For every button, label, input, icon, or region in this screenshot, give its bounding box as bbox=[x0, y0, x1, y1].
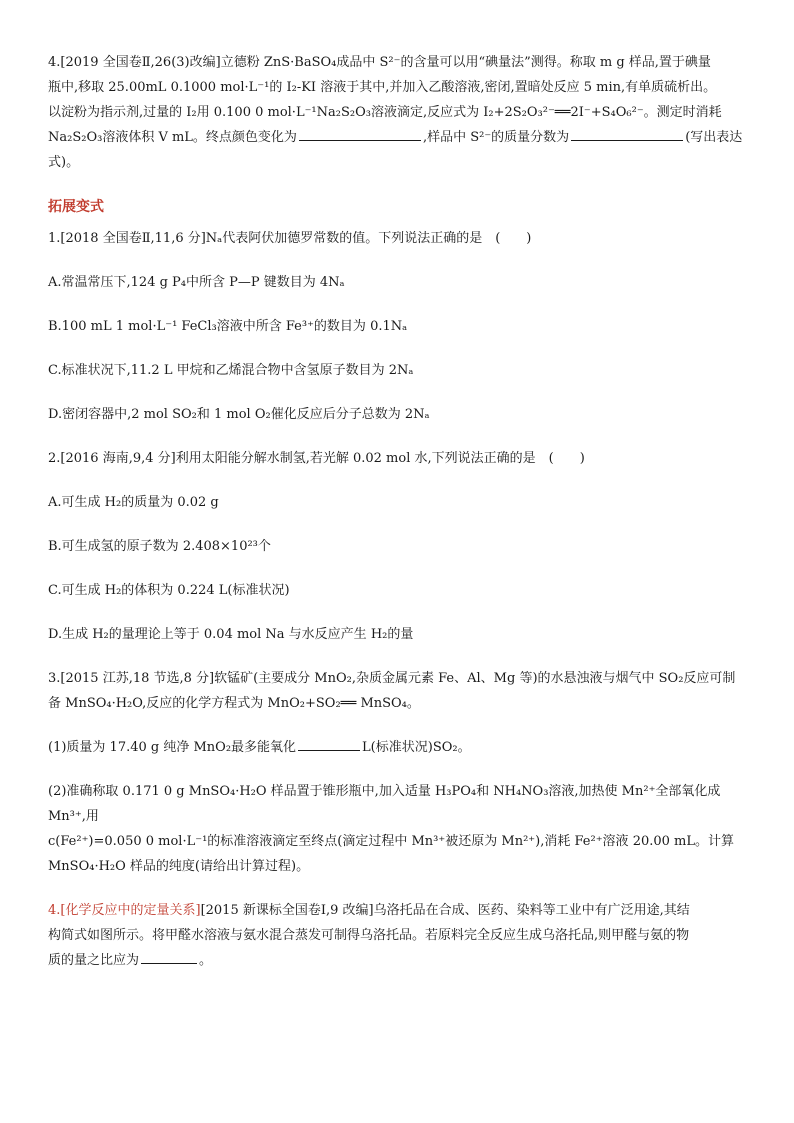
q4b-line3 bbox=[48, 948, 760, 973]
q4b-line1 bbox=[48, 898, 760, 923]
question-3 bbox=[48, 666, 760, 879]
q4-line3: 以淀粉为指示剂,过量的 I₂用 0.100 0 mol·L⁻¹Na₂S₂O₃溶液滴定,反应式为 I₂+2S₂O₃²⁻══2I⁻+S₄O₆²⁻。测定时消耗 bbox=[48, 105, 722, 120]
q2-option-c: C.可生成 H₂的体积为 0.224 L(标准状况) bbox=[48, 583, 290, 598]
q4-line5: 式)。 bbox=[48, 155, 80, 170]
question-1 bbox=[48, 226, 760, 427]
answer-blank-ratio[interactable] bbox=[141, 949, 197, 964]
q2-option-a: A.可生成 H₂的质量为 0.02 g bbox=[48, 495, 219, 510]
q4-line4-text-c: (写出表达 bbox=[685, 130, 743, 145]
q2-stem: 2.[2016 海南,9,4 分]利用太阳能分解水制氢,若光解 0.02 mol 水,下列说法正确的是 ( ) bbox=[48, 451, 585, 466]
answer-blank-mass-fraction[interactable] bbox=[571, 126, 683, 141]
q1-option-b: B.100 mL 1 mol·L⁻¹ FeCl₃溶液中所含 Fe³⁺的数目为 0.1Nₐ bbox=[48, 319, 408, 334]
question-4-urotropine bbox=[48, 898, 760, 973]
q3-part2-line1: (2)准确称取 0.171 0 g MnSO₄·H₂O 样品置于锥形瓶中,加入适量 H₃PO₄和 NH₄NO₃溶液,加热使 Mn²⁺全部氧化成 Mn³⁺,用 bbox=[48, 784, 721, 824]
q4b-line3-text-b: 。 bbox=[199, 953, 213, 968]
document-page bbox=[48, 50, 760, 973]
q1-option-c: C.标准状况下,11.2 L 甲烷和乙烯混合物中含氢原子数目为 2Nₐ bbox=[48, 363, 414, 378]
q4-line4-text-a: Na₂S₂O₃溶液体积 V mL。终点颜色变化为 bbox=[48, 130, 297, 145]
q4b-line2: 构简式如图所示。将甲醛水溶液与氨水混合蒸发可制得乌洛托品。若原料完全反应生成乌洛托品,则甲醛与氨的物 bbox=[48, 928, 690, 943]
q4-line4 bbox=[48, 125, 760, 150]
q4-line1: 4.[2019 全国卷Ⅱ,26(3)改编]立德粉 ZnS·BaSO₄成品中 S²⁻的含量可以用“碘量法”测得。称取 m g 样品,置于碘量 bbox=[48, 55, 711, 70]
q4-line2: 瓶中,移取 25.00mL 0.1000 mol·L⁻¹的 I₂-KI 溶液于其中,并加入乙酸溶液,密闭,置暗处反应 5 min,有单质硫析出。 bbox=[48, 80, 717, 95]
q2-option-d: D.生成 H₂的量理论上等于 0.04 mol Na 与水反应产生 H₂的量 bbox=[48, 627, 414, 642]
q3-stem-line2: 备 MnSO₄·H₂O,反应的化学方程式为 MnO₂+SO₂══ MnSO₄。 bbox=[48, 696, 420, 711]
q3-part2-line3: MnSO₄·H₂O 样品的纯度(请给出计算过程)。 bbox=[48, 859, 310, 874]
q4-line4-text-b: ,样品中 S²⁻的质量分数为 bbox=[422, 130, 570, 145]
q1-option-d: D.密闭容器中,2 mol SO₂和 1 mol O₂催化反应后分子总数为 2Nₐ bbox=[48, 407, 430, 422]
q3-part1 bbox=[48, 735, 760, 760]
answer-blank-so2-volume[interactable] bbox=[298, 736, 360, 751]
q3-part1-text-a: (1)质量为 17.40 g 纯净 MnO₂最多能氧化 bbox=[48, 740, 297, 755]
q3-part2-line2: c(Fe²⁺)=0.050 0 mol·L⁻¹的标准溶液滴定至终点(滴定过程中 Mn³⁺被还原为 Mn²⁺),消耗 Fe²⁺溶液 20.00 mL。计算 bbox=[48, 834, 734, 849]
question-2 bbox=[48, 446, 760, 647]
q4b-line3-text-a: 质的量之比应为 bbox=[48, 953, 140, 968]
q4b-topic-tag: 4.[化学反应中的定量关系] bbox=[48, 903, 201, 918]
section-title: 拓展变式 bbox=[48, 199, 104, 215]
q4b-line1-text: [2015 新课标全国卷Ⅰ,9 改编]乌洛托品在合成、医药、染料等工业中有广泛用途,其结 bbox=[200, 903, 690, 918]
question-4-iodometry bbox=[48, 50, 760, 175]
q2-option-b: B.可生成氢的原子数为 2.408×10²³个 bbox=[48, 539, 271, 554]
q3-stem-line1: 3.[2015 江苏,18 节选,8 分]软锰矿(主要成分 MnO₂,杂质金属元素 Fe、Al、Mg 等)的水悬浊液与烟气中 SO₂反应可制 bbox=[48, 671, 736, 686]
q1-option-a: A.常温常压下,124 g P₄中所含 P—P 键数目为 4Nₐ bbox=[48, 275, 345, 290]
q1-stem: 1.[2018 全国卷Ⅱ,11,6 分]Nₐ代表阿伏加德罗常数的值。下列说法正确的是 ( ) bbox=[48, 231, 532, 246]
q3-part1-text-b: L(标准状况)SO₂。 bbox=[362, 740, 471, 755]
answer-blank-color-change[interactable] bbox=[299, 126, 421, 141]
